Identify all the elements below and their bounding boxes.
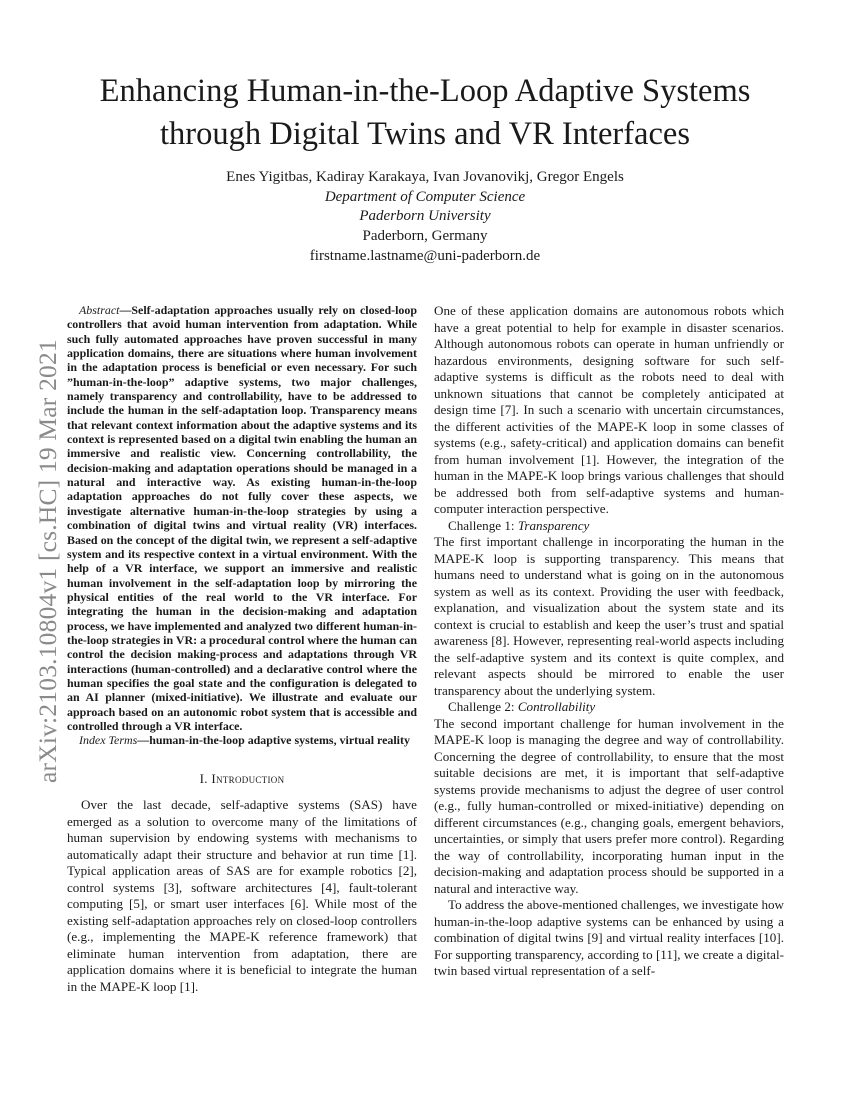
challenge-2-heading: Challenge 2: Controllability <box>448 699 596 714</box>
challenge-1-heading: Challenge 1: Transparency <box>448 517 590 533</box>
author-block <box>60 168 790 267</box>
challenge-1-paragraph: The first important challenge in incorporating the human in the MAPE-K loop is supporting transparency. This means that humans need to understand what is going on in the autonomous system as well as its context. Providing the user with feedback, explanation, and visualization about the system state and its context is crucial to establish and keep the user’s trust and spatial awareness [8]. However, representing real-world aspects including the self-adaptive system and its context is quite complex, and relevant aspects should be mirrored to enable the user transparency about the underlying system. <box>434 534 784 698</box>
section-heading-introduction: I. Introduction <box>199 770 285 786</box>
author-names: Enes Yigitbas, Kadiray Karakaya, Ivan Jovanovikj, Gregor Engels <box>226 169 624 185</box>
author-university: Paderborn University <box>359 208 491 225</box>
right-column <box>434 303 784 980</box>
right-paragraph-1: One of these application domains are autonomous robots which have a great potential to help for example in disaster scenarios. Although autonomous robots can operate in human unfriendly or hazardous environments, designing software for such self-adaptive systems is difficult as the robots need to deal with unknown situations that cannot be completely anticipated at design time [7]. In such a scenario with uncertain circumstances, the different activities of the MAPE-K loop in some classes of systems (e.g., safety-critical) and application domains can benefit from human involvement [1]. However, the integration of the human in the MAPE-K loop brings various challenges that should be addressed both from self-adaptive systems and human-computer interaction perspective. <box>434 303 784 516</box>
index-terms: Index Terms—human-in-the-loop adaptive systems, virtual reality <box>79 733 410 748</box>
right-paragraph-last: To address the above-mentioned challenges, we investigate how human-in-the-loop adaptive systems can be enhanced by using a combination of digital twins [9] and virtual reality interfaces [10]. For supporting transparency, according to [11], we create a digital-twin based virtual representation of a self- <box>434 897 784 978</box>
challenge-2-paragraph: The second important challenge for human involvement in the MAPE-K loop is managing the degree and way of controllability. Concerning the degree of controllability, to ensure that the most suitable decisions are met, it is important that self-adaptive systems provide mechanisms to adjust the degree of user control (e.g., fully human-controlled or mixed-initiative) depending on different circumstances (e.g., changing goals, emergent behaviors, uncertainties, or simply that users prefer more control). Regarding the way of controllability, incorporating human input in the decision-making and adaptation process should be supported in a natural and interactive way. <box>434 715 784 896</box>
abstract-label: Abstract <box>79 303 120 317</box>
index-terms-text: human-in-the-loop adaptive systems, virtual reality <box>149 733 410 748</box>
intro-paragraph-1: Over the last decade, self-adaptive systems (SAS) have emerged as a solution to overcome many of the limitations of human supervision by endowing systems with mechanisms to automatically adapt their structure and behavior at run time [1]. Typical application areas of SAS are for example robotics [2], control systems [3], software architectures [4], fault-tolerant computing [5], or smart user interfaces [6]. While most of the existing self-adaptation approaches rely on closed-loop controllers (e.g., implementing the MAPE-K reference framework) that eliminate human intervention from adaptation, there are application domains where it is beneficial to integrate the human in the MAPE-K loop [1]. <box>67 797 417 994</box>
paper-title <box>60 70 790 156</box>
abstract-text: Self-adaptation approaches usually rely on closed-loop controllers that avoid human intervention from adaptation. While such fully automated approaches have proven successful in many application domains, there are situations where human involvement in the adaptation process is beneficial or even necessary. For such ”human-in-the-loop” adaptive systems, two major challenges, namely transparency and controllability, have to be addressed to include the human in the self-adaptation loop. Transparency means that relevant context information about the adaptive systems and its context is represented based on a digital twin enabling the human an immersive and realistic view. Concerning controllability, the decision-making and adaptation operations should be managed in a natural and interactive way. As existing human-in-the-loop adaptation approaches do not fully cover these aspects, we investigate alternative human-in-the-loop strategies by using a combination of digital twins and virtual reality (VR) interfaces. Based on the concept of the digital twin, we represent a self-adaptive system and its respective context in a virtual environment. With the help of a VR interface, we support an immersive and realistic human involvement in the self-adaptation loop by mirroring the physical entities of the real world to the VR interface. For integrating the human in the decision-making and adaptation process, we have implemented and analyzed two different human-in-the-loop strategies in VR: a procedural control where the human can control the decision making-process and adaptations through VR interactions (human-controlled) and a declarative control where the human specifies the goal state and the configuration is delegated to an AI planner (mixed-initiative). We illustrate and evaluate our approach based on an autonomic robot system that is accessible and controlled through a VR interface. <box>67 303 417 733</box>
author-email: firstname.lastname@uni-paderborn.de <box>309 247 541 264</box>
arxiv-identifier: arXiv:2103.10804v1 [cs.HC] 19 Mar 2021 <box>33 339 62 783</box>
index-terms-label: Index Terms <box>79 733 138 748</box>
author-location: Paderborn, Germany <box>362 228 488 245</box>
title-line-2: through Digital Twins and VR Interfaces <box>160 116 690 152</box>
left-column <box>67 303 417 995</box>
title-line-1: Enhancing Human-in-the-Loop Adaptive Systems <box>99 73 751 109</box>
abstract: Abstract—Self-adaptation approaches usually rely on closed-loop controllers that avoid human intervention from adaptation. While such fully automated approaches have proven successful in many application domains, there are situations where human involvement in the adaptation process is beneficial or even necessary. For such ”human-in-the-loop” adaptive systems, two major challenges, namely transparency and controllability, have to be addressed to include the human in the self-adaptation loop. Transparency means that relevant context information about the adaptive systems and its context is represented based on a digital twin enabling the human an immersive and realistic view. Concerning controllability, the decision-making and adaptation operations should be managed in a natural and interactive way. As existing human-in-the-loop adaptation approaches do not fully cover these aspects, we investigate alternative human-in-the-loop strategies by using a combination of digital twins and virtual reality (VR) interfaces. Based on the concept of the digital twin, we represent a self-adaptive system and its respective context in a virtual environment. With the help of a VR interface, we support an immersive and realistic human involvement in the self-adaptation loop by mirroring the physical entities of the real world to the VR interface. For integrating the human in the decision-making and adaptation process, we have implemented and analyzed two different human-in-the-loop strategies in VR: a procedural control where the human can control the decision making-process and adaptations through VR interactions (human-controlled) and a declarative control where the human specifies the goal state and the configuration is delegated to an AI planner (mixed-initiative). We illustrate and evaluate our approach based on an autonomic robot system that is accessible and controlled through a VR interface. <box>67 303 417 733</box>
author-department: Department of Computer Science <box>324 188 526 205</box>
